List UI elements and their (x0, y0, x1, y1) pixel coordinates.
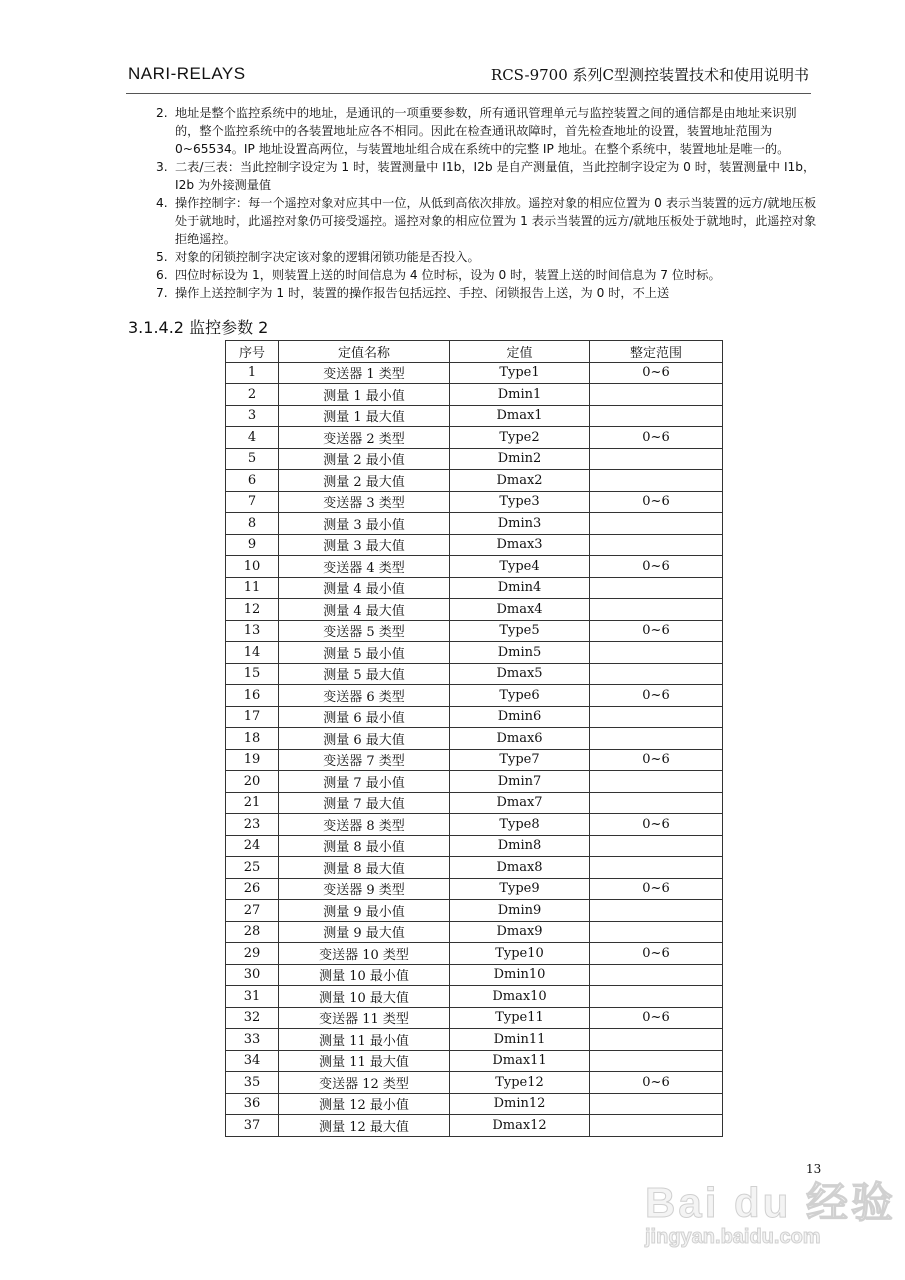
cell-index: 30 (226, 964, 279, 986)
cell-range (590, 835, 723, 857)
cell-range: 0~6 (590, 814, 723, 836)
cell-range: 0~6 (590, 427, 723, 449)
cell-name: 变送器 5 类型 (279, 620, 450, 642)
col-header-value: 定值 (450, 341, 590, 363)
table-row (226, 857, 723, 879)
cell-name: 测量 2 最小值 (279, 448, 450, 470)
cell-range (590, 921, 723, 943)
header-brand: NARI-RELAYS (128, 64, 246, 83)
cell-value: Dmin10 (450, 964, 590, 986)
cell-index: 15 (226, 663, 279, 685)
cell-value: Dmin4 (450, 577, 590, 599)
cell-index: 2 (226, 384, 279, 406)
cell-index: 36 (226, 1093, 279, 1115)
table-row (226, 384, 723, 406)
cell-value: Dmin5 (450, 642, 590, 664)
cell-index: 18 (226, 728, 279, 750)
cell-value: Dmax10 (450, 986, 590, 1008)
cell-value: Type11 (450, 1007, 590, 1029)
table-row (226, 556, 723, 578)
cell-index: 16 (226, 685, 279, 707)
cell-range (590, 599, 723, 621)
cell-value: Dmax1 (450, 405, 590, 427)
cell-name: 测量 11 最大值 (279, 1050, 450, 1072)
table-row (226, 835, 723, 857)
cell-index: 33 (226, 1029, 279, 1051)
col-header-range: 整定范围 (590, 341, 723, 363)
cell-index: 26 (226, 878, 279, 900)
table-row (226, 362, 723, 384)
cell-range (590, 663, 723, 685)
note-number: 2. (156, 106, 168, 120)
note-item (156, 284, 820, 302)
note-text: 操作控制字：每一个遥控对象对应其中一位，从低到高依次排放。遥控对象的相应位置为 0 表示当装置的远方/就地压板处于就地时，此遥控对象仍可接受遥控。遥控对象的相应位置为 1 表示当装置的远方/就地压板处于就地时，此遥控对象拒绝遥控。 (175, 196, 817, 246)
cell-range (590, 470, 723, 492)
table-row (226, 405, 723, 427)
cell-value: Dmax11 (450, 1050, 590, 1072)
cell-index: 21 (226, 792, 279, 814)
cell-name: 变送器 9 类型 (279, 878, 450, 900)
cell-range (590, 1115, 723, 1137)
note-item (156, 194, 820, 248)
cell-range (590, 771, 723, 793)
cell-name: 测量 2 最大值 (279, 470, 450, 492)
cell-range: 0~6 (590, 878, 723, 900)
watermark-url: jingyan.baidu.com (645, 1226, 821, 1249)
cell-index: 14 (226, 642, 279, 664)
note-number: 7. (156, 286, 168, 300)
cell-name: 变送器 2 类型 (279, 427, 450, 449)
table-row (226, 685, 723, 707)
cell-range: 0~6 (590, 362, 723, 384)
table-row (226, 620, 723, 642)
table-row (226, 1050, 723, 1072)
cell-index: 27 (226, 900, 279, 922)
header-document-title: RCS-9700 系列C型测控装置技术和使用说明书 (490, 66, 809, 84)
cell-index: 10 (226, 556, 279, 578)
cell-index: 31 (226, 986, 279, 1008)
cell-index: 28 (226, 921, 279, 943)
cell-name: 测量 3 最小值 (279, 513, 450, 535)
cell-index: 9 (226, 534, 279, 556)
cell-range (590, 1029, 723, 1051)
cell-range: 0~6 (590, 685, 723, 707)
cell-range (590, 513, 723, 535)
cell-value: Type3 (450, 491, 590, 513)
cell-value: Dmax5 (450, 663, 590, 685)
cell-name: 测量 6 最小值 (279, 706, 450, 728)
cell-range (590, 405, 723, 427)
table-row (226, 534, 723, 556)
cell-range (590, 706, 723, 728)
cell-name: 变送器 3 类型 (279, 491, 450, 513)
cell-index: 35 (226, 1072, 279, 1094)
cell-range (590, 642, 723, 664)
cell-value: Type4 (450, 556, 590, 578)
cell-range (590, 384, 723, 406)
cell-range: 0~6 (590, 620, 723, 642)
cell-range (590, 728, 723, 750)
cell-value: Dmin3 (450, 513, 590, 535)
cell-value: Dmax12 (450, 1115, 590, 1137)
table-row (226, 792, 723, 814)
cell-index: 20 (226, 771, 279, 793)
page-number: 13 (806, 1162, 822, 1176)
note-text: 对象的闭锁控制字决定该对象的逻辑闭锁功能是否投入。 (175, 250, 480, 264)
table-row (226, 986, 723, 1008)
table-row (226, 491, 723, 513)
table-row (226, 577, 723, 599)
cell-range (590, 577, 723, 599)
cell-name: 测量 6 最大值 (279, 728, 450, 750)
cell-name: 变送器 4 类型 (279, 556, 450, 578)
cell-name: 测量 11 最小值 (279, 1029, 450, 1051)
cell-index: 34 (226, 1050, 279, 1072)
table-row (226, 1093, 723, 1115)
cell-name: 测量 4 最小值 (279, 577, 450, 599)
cell-value: Dmin6 (450, 706, 590, 728)
table-row (226, 642, 723, 664)
cell-name: 测量 8 最大值 (279, 857, 450, 879)
cell-name: 测量 5 最大值 (279, 663, 450, 685)
parameter-table (225, 340, 723, 1137)
cell-name: 变送器 1 类型 (279, 362, 450, 384)
cell-range (590, 857, 723, 879)
cell-name: 测量 10 最小值 (279, 964, 450, 986)
note-text: 地址是整个监控系统中的地址，是通讯的一项重要参数，所有通讯管理单元与监控装置之间的通信都是由地址来识别的，整个监控系统中的各装置地址应各不相同。因此在检查通讯故障时，首先检查地址的设置，装置地址范围为 0~65534。IP 地址设置高两位，与装置地址组合成在系统中的完整 IP 地址。在整个系统中，装置地址是唯一的。 (175, 106, 797, 156)
cell-index: 1 (226, 362, 279, 384)
cell-range (590, 1093, 723, 1115)
note-item (156, 248, 820, 266)
section-title: 3.1.4.2 监控参数 2 (128, 318, 269, 337)
cell-index: 13 (226, 620, 279, 642)
cell-value: Dmin7 (450, 771, 590, 793)
note-number: 6. (156, 268, 168, 282)
table-row (226, 513, 723, 535)
col-header-index: 序号 (226, 341, 279, 363)
cell-name: 变送器 10 类型 (279, 943, 450, 965)
cell-range (590, 986, 723, 1008)
note-item (156, 266, 820, 284)
cell-value: Type1 (450, 362, 590, 384)
cell-value: Dmax8 (450, 857, 590, 879)
table-row (226, 921, 723, 943)
cell-name: 测量 5 最小值 (279, 642, 450, 664)
cell-range: 0~6 (590, 491, 723, 513)
header-divider (126, 93, 811, 94)
cell-range (590, 534, 723, 556)
cell-value: Dmin11 (450, 1029, 590, 1051)
cell-value: Type8 (450, 814, 590, 836)
cell-index: 24 (226, 835, 279, 857)
baidu-watermark (645, 1180, 896, 1248)
cell-index: 11 (226, 577, 279, 599)
cell-value: Type5 (450, 620, 590, 642)
table-row (226, 427, 723, 449)
cell-index: 7 (226, 491, 279, 513)
cell-range: 0~6 (590, 1072, 723, 1094)
cell-name: 测量 1 最小值 (279, 384, 450, 406)
cell-value: Dmax9 (450, 921, 590, 943)
cell-index: 3 (226, 405, 279, 427)
note-text: 二表/三表：当此控制字设定为 1 时，装置测量中 I1b，I2b 是自产测量值，当此控制字设定为 0 时，装置测量中 I1b，I2b 为外接测量值 (175, 160, 816, 192)
watermark-brand: Bai du 经验 (645, 1179, 897, 1226)
cell-value: Dmin9 (450, 900, 590, 922)
cell-range: 0~6 (590, 1007, 723, 1029)
cell-value: Type7 (450, 749, 590, 771)
cell-value: Dmax3 (450, 534, 590, 556)
table-row (226, 964, 723, 986)
cell-range (590, 1050, 723, 1072)
cell-name: 测量 3 最大值 (279, 534, 450, 556)
table-row (226, 1115, 723, 1137)
cell-index: 32 (226, 1007, 279, 1029)
cell-name: 变送器 12 类型 (279, 1072, 450, 1094)
cell-index: 23 (226, 814, 279, 836)
cell-name: 测量 1 最大值 (279, 405, 450, 427)
cell-index: 5 (226, 448, 279, 470)
cell-value: Dmax7 (450, 792, 590, 814)
table-row (226, 448, 723, 470)
note-number: 5. (156, 250, 168, 264)
note-text: 操作上送控制字为 1 时，装置的操作报告包括远控、手控、闭锁报告上送，为 0 时，不上送 (175, 286, 670, 300)
table-row (226, 878, 723, 900)
cell-value: Type2 (450, 427, 590, 449)
cell-value: Type6 (450, 685, 590, 707)
cell-name: 变送器 11 类型 (279, 1007, 450, 1029)
note-number: 4. (156, 196, 168, 210)
cell-range: 0~6 (590, 556, 723, 578)
table-row (226, 771, 723, 793)
cell-index: 8 (226, 513, 279, 535)
cell-value: Dmax6 (450, 728, 590, 750)
cell-range: 0~6 (590, 749, 723, 771)
cell-name: 测量 12 最大值 (279, 1115, 450, 1137)
table-row (226, 599, 723, 621)
cell-range (590, 792, 723, 814)
cell-value: Dmin8 (450, 835, 590, 857)
cell-range (590, 448, 723, 470)
col-header-name: 定值名称 (279, 341, 450, 363)
table-row (226, 470, 723, 492)
cell-index: 25 (226, 857, 279, 879)
cell-range (590, 900, 723, 922)
cell-range (590, 964, 723, 986)
table-row (226, 900, 723, 922)
note-item (156, 158, 820, 194)
table-row (226, 749, 723, 771)
table-header-row (226, 341, 723, 363)
cell-name: 变送器 6 类型 (279, 685, 450, 707)
table-row (226, 1029, 723, 1051)
cell-value: Type10 (450, 943, 590, 965)
cell-index: 17 (226, 706, 279, 728)
table-row (226, 943, 723, 965)
cell-index: 4 (226, 427, 279, 449)
cell-name: 变送器 7 类型 (279, 749, 450, 771)
cell-name: 测量 4 最大值 (279, 599, 450, 621)
note-number: 3. (156, 160, 168, 174)
table-row (226, 1007, 723, 1029)
cell-range: 0~6 (590, 943, 723, 965)
table-row (226, 728, 723, 750)
note-text: 四位时标设为 1，则装置上送的时间信息为 4 位时标，设为 0 时，装置上送的时间信息为 7 位时标。 (175, 268, 721, 282)
table-row (226, 663, 723, 685)
cell-index: 6 (226, 470, 279, 492)
cell-value: Dmax4 (450, 599, 590, 621)
page-body (128, 104, 820, 1137)
table-row (226, 706, 723, 728)
cell-value: Type9 (450, 878, 590, 900)
cell-value: Type12 (450, 1072, 590, 1094)
table-row (226, 814, 723, 836)
cell-value: Dmax2 (450, 470, 590, 492)
cell-name: 变送器 8 类型 (279, 814, 450, 836)
cell-name: 测量 8 最小值 (279, 835, 450, 857)
cell-index: 29 (226, 943, 279, 965)
cell-value: Dmin1 (450, 384, 590, 406)
cell-name: 测量 9 最大值 (279, 921, 450, 943)
cell-index: 19 (226, 749, 279, 771)
cell-index: 12 (226, 599, 279, 621)
cell-value: Dmin12 (450, 1093, 590, 1115)
notes-list (156, 104, 820, 302)
cell-name: 测量 7 最小值 (279, 771, 450, 793)
cell-name: 测量 7 最大值 (279, 792, 450, 814)
cell-index: 37 (226, 1115, 279, 1137)
note-item (156, 104, 820, 158)
cell-value: Dmin2 (450, 448, 590, 470)
cell-name: 测量 12 最小值 (279, 1093, 450, 1115)
cell-name: 测量 10 最大值 (279, 986, 450, 1008)
table-row (226, 1072, 723, 1094)
cell-name: 测量 9 最小值 (279, 900, 450, 922)
